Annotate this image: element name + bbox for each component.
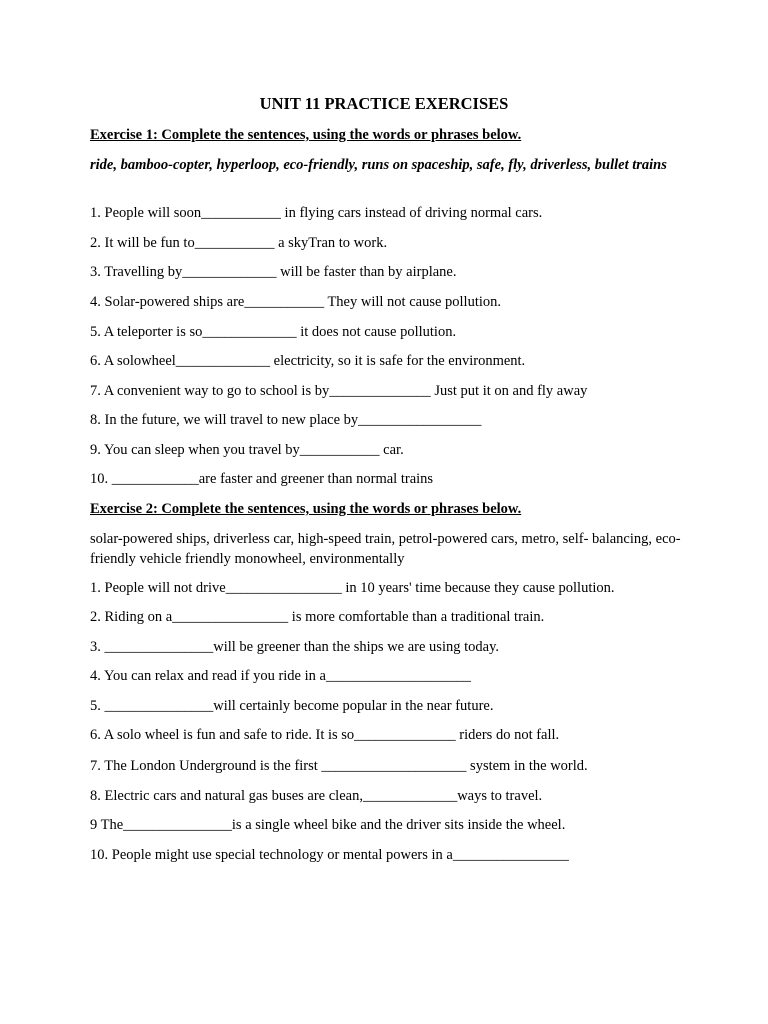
exercise1-item: 7. A convenient way to go to school is by______________ Just put it on and fly away	[90, 383, 588, 399]
exercise2-item: 2. Riding on a________________ is more comfortable than a traditional train.	[90, 609, 545, 625]
exercise1-item: 3. Travelling by_____________ will be faster than by airplane.	[90, 264, 457, 280]
exercise2-item: 4. You can relax and read if you ride in a____________________	[90, 668, 471, 684]
exercise2-item: 5. _______________will certainly become popular in the near future.	[90, 698, 494, 714]
exercise2-item: 8. Electric cars and natural gas buses are clean,_____________ways to travel.	[90, 788, 543, 804]
exercise1-item: 9. You can sleep when you travel by___________ car.	[90, 442, 404, 458]
page-title: UNIT 11 PRACTICE EXERCISES	[259, 94, 509, 113]
exercise1-item: 8. In the future, we will travel to new place by_________________	[90, 412, 482, 428]
exercise2-item: 9 The_______________is a single wheel bike and the driver sits inside the wheel.	[90, 817, 566, 833]
exercise1-item: 6. A solowheel_____________ electricity, so it is safe for the environment.	[90, 353, 526, 369]
exercise2-item: 1. People will not drive________________ in 10 years' time because they cause pollution.	[90, 580, 615, 596]
exercise1-heading: Exercise 1: Complete the sentences, using the words or phrases below.	[90, 127, 522, 143]
exercise1-item: 5. A teleporter is so_____________ it does not cause pollution.	[90, 324, 457, 340]
exercise1-item: 1. People will soon___________ in flying cars instead of driving normal cars.	[90, 205, 543, 221]
exercise1-item: 2. It will be fun to___________ a skyTran to work.	[90, 235, 388, 251]
exercise2-item: 10. People might use special technology or mental powers in a________________	[90, 847, 569, 863]
exercise2-item: 3. _______________will be greener than the ships we are using today.	[90, 639, 500, 655]
exercise1-item: 10. ____________are faster and greener than normal trains	[90, 471, 434, 487]
exercise1-word-bank: ride, bamboo-copter, hyperloop, eco-friendly, runs on spaceship, safe, fly, driverless, bullet trains	[90, 157, 667, 173]
exercise2-item: 6. A solo wheel is fun and safe to ride. It is so______________ riders do not fall.	[90, 727, 560, 743]
exercise2-heading: Exercise 2: Complete the sentences, using the words or phrases below.	[90, 501, 522, 517]
exercise2-word-bank: solar-powered ships, driverless car, high-speed train, petrol-powered cars, metro, self- balancing, eco-friendly vehicle friendly monowheel, environmentally	[90, 531, 681, 567]
exercise1-item: 4. Solar-powered ships are___________ They will not cause pollution.	[90, 294, 502, 310]
exercise2-item: 7. The London Underground is the first ____________________ system in the world.	[90, 758, 588, 774]
